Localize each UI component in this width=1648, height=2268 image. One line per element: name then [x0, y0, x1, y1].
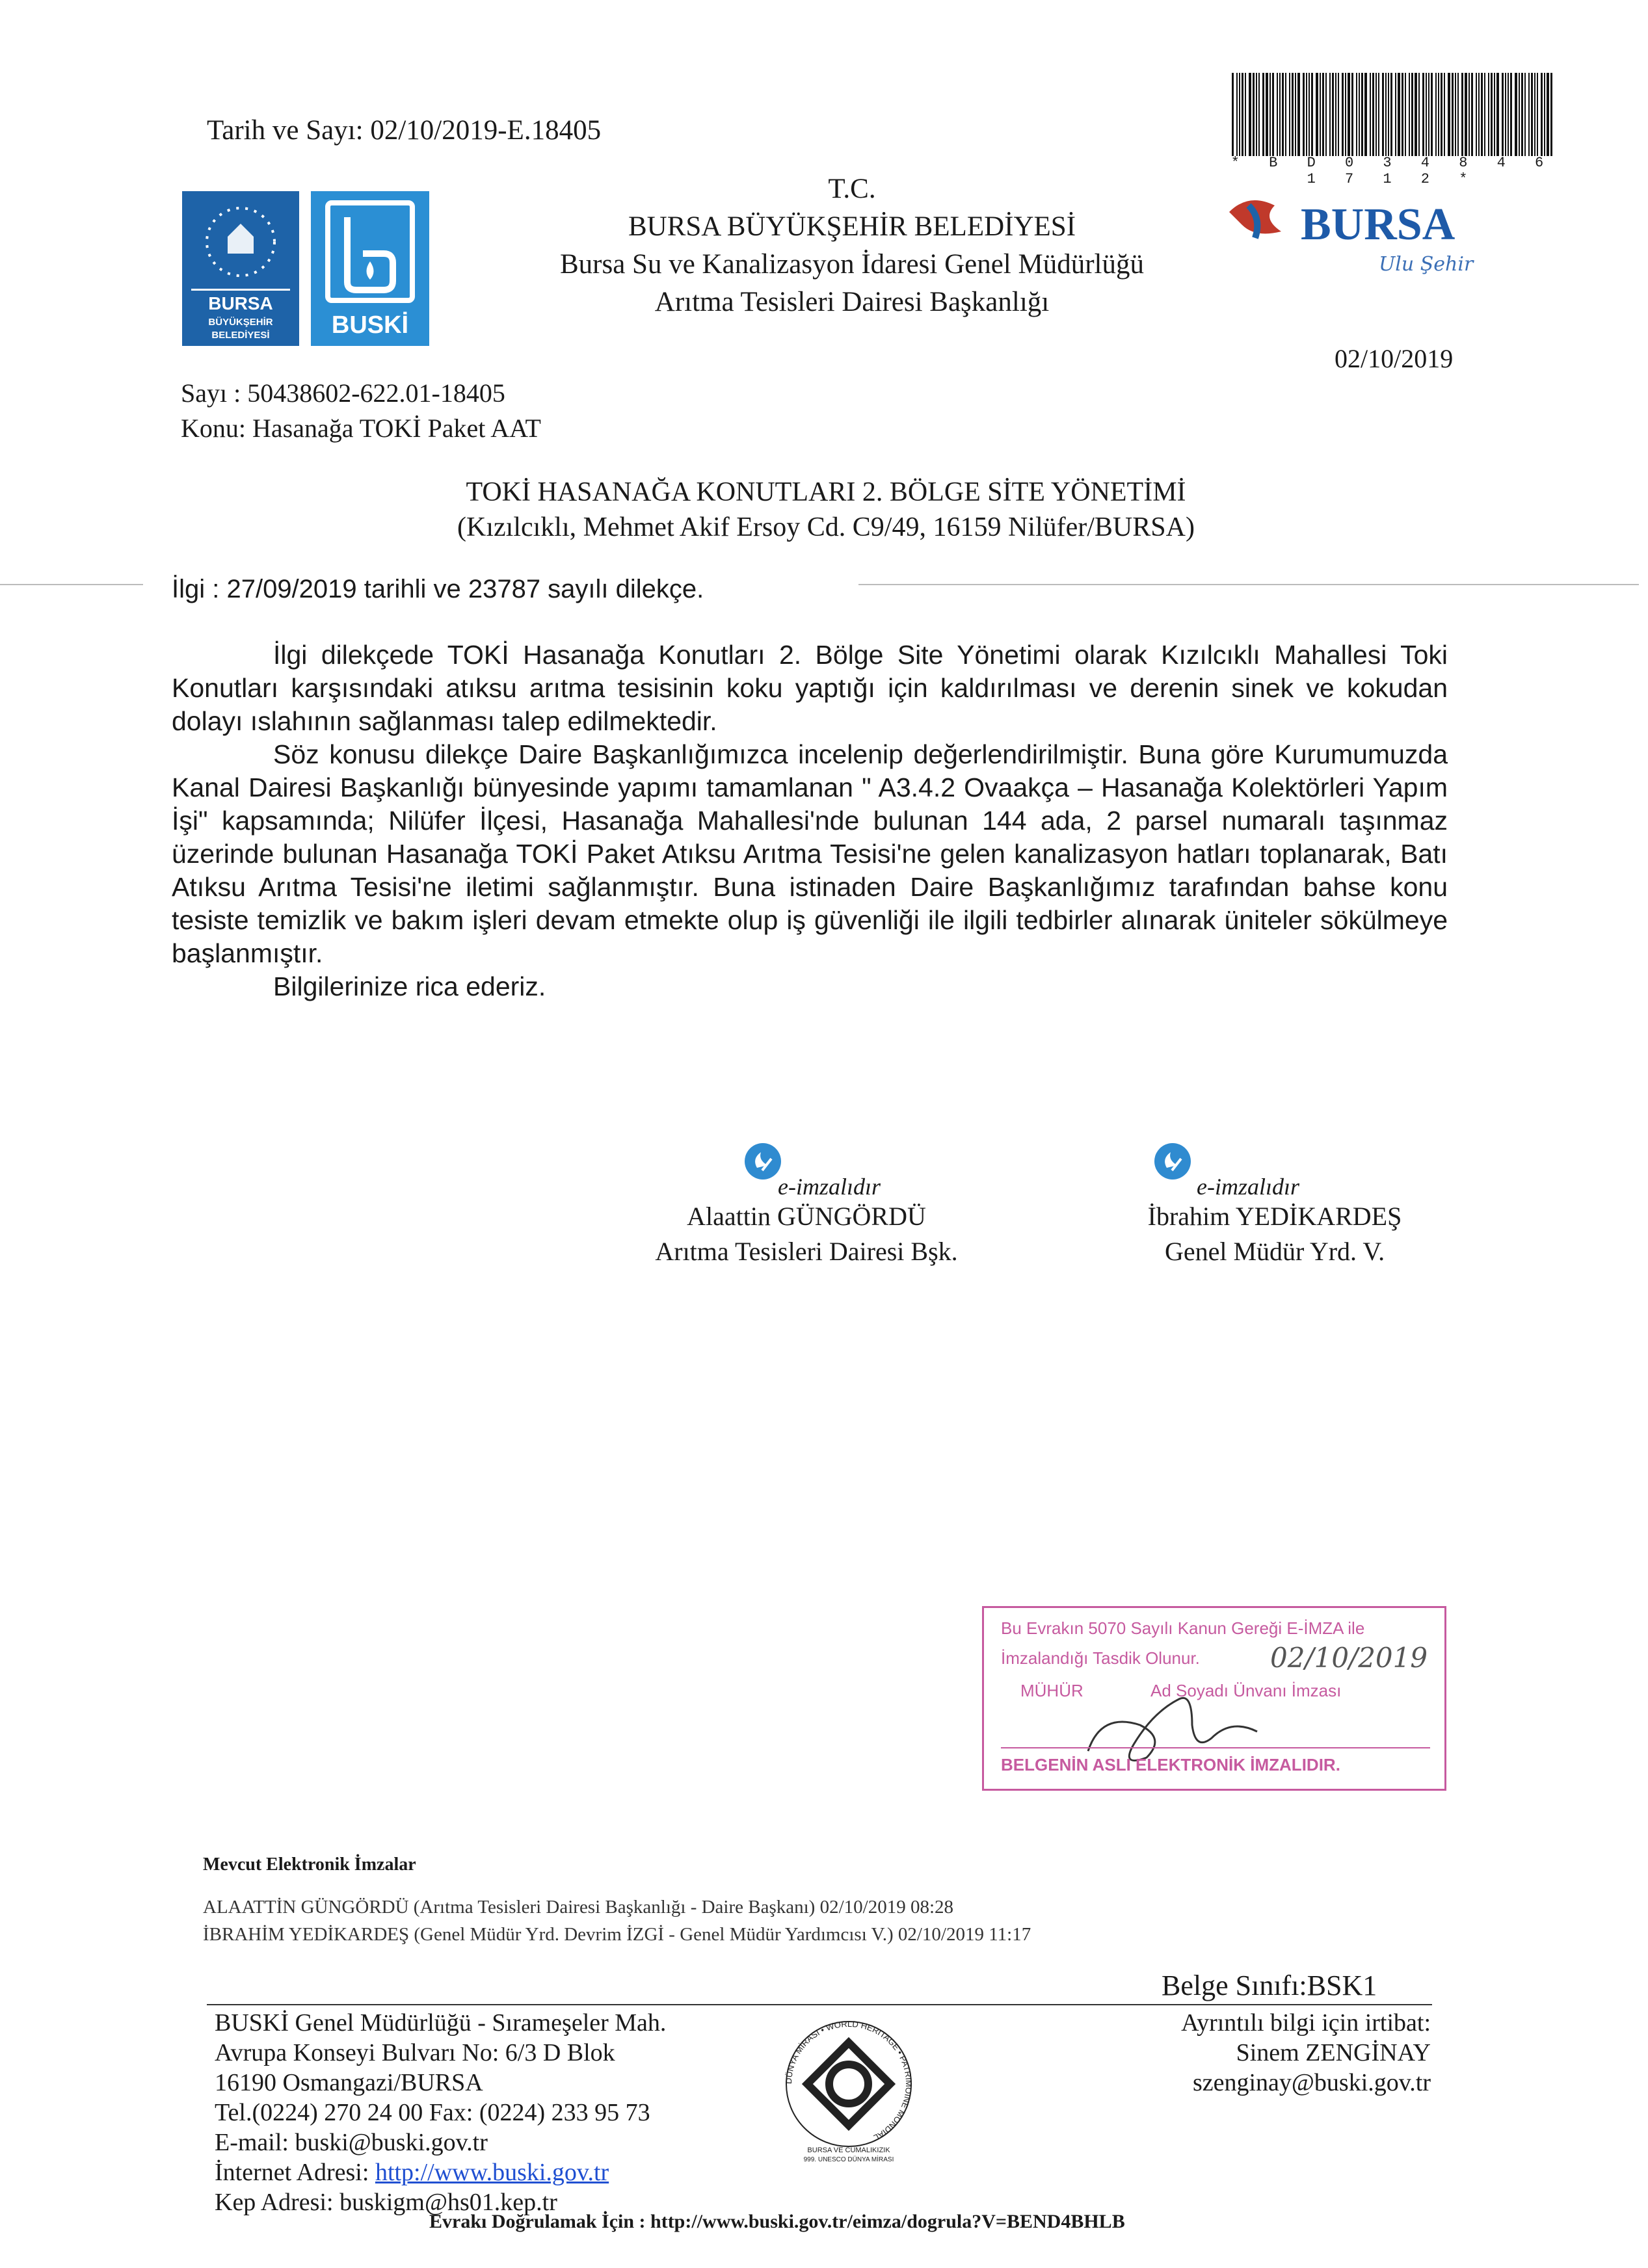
barcode-bar — [1335, 73, 1336, 156]
barcode-bar — [1282, 73, 1284, 156]
barcode-bar — [1469, 73, 1470, 156]
barcode-bar — [1457, 73, 1459, 156]
barcode-bar — [1471, 73, 1473, 156]
footer-address — [215, 2008, 666, 2217]
reference-block — [181, 376, 541, 446]
barcode-bar — [1415, 73, 1417, 156]
barcode-bar — [1395, 73, 1396, 156]
barcode-bar — [1378, 73, 1379, 156]
barcode-bar — [1376, 73, 1377, 156]
footer-divider — [207, 2004, 1432, 2005]
barcode-bar — [1303, 73, 1305, 156]
unesco-ring-text: DÜNYA MİRASI • WORLD HERITAGE • PATRIMOINE MONDIAL — [783, 2018, 914, 2143]
barcode-bar — [1279, 73, 1281, 156]
verification-url[interactable]: Evrakı Doğrulamak İçin : http://www.buski.gov.tr/eimza/dogrula?V=BEND4BHLB — [429, 2211, 1125, 2232]
barcode-bar — [1491, 73, 1493, 156]
barcode-bar — [1534, 73, 1535, 156]
barcode-bar — [1411, 73, 1413, 156]
scan-line — [0, 584, 143, 585]
svg-text:BELEDİYESİ: BELEDİYESİ — [211, 330, 270, 341]
bursa-logo-text: BURSA — [208, 293, 273, 313]
buski-logo — [311, 191, 429, 346]
barcode-bar — [1541, 73, 1543, 156]
header-directorate: Bursa Su ve Kanalizasyon İdaresi Genel Müdürlüğü — [559, 249, 1144, 280]
unesco-world-heritage-emblem — [780, 2016, 917, 2165]
barcode-bar — [1345, 73, 1346, 156]
e-signature-entry: ALAATTİN GÜNGÖRDÜ (Arıtma Tesisleri Dairesi Başkanlığı - Daire Başkanı) 02/10/2019 08:28 — [203, 1897, 954, 1918]
barcode-bar — [1537, 73, 1538, 156]
barcode-bar — [1448, 73, 1450, 156]
barcode-bar — [1322, 73, 1324, 156]
scan-line — [858, 584, 1639, 585]
barcode-bar — [1496, 73, 1499, 156]
barcode-bar — [1405, 73, 1406, 156]
barcode-bar — [1253, 73, 1255, 156]
recipient-address: (Kızılcıklı, Mehmet Akif Ersoy Cd. C9/49, 16159 Nilüfer/BURSA) — [457, 512, 1195, 542]
barcode-bar — [1242, 73, 1243, 156]
buski-logo-text: BUSKİ — [331, 311, 409, 339]
barcode-bar — [1289, 73, 1290, 156]
bursa-metropolitan-logo — [182, 191, 299, 346]
barcode-bar — [1426, 73, 1427, 156]
barcode-bar — [1455, 73, 1456, 156]
barcode-bar — [1285, 73, 1286, 156]
barcode-bar — [1320, 73, 1321, 156]
barcode-bar — [1444, 73, 1445, 156]
body-paragraph-1: İlgi dilekçede TOKİ Hasanağa Konutları 2. Bölge Site Yönetimi olarak Kızılcıklı Mahallesi Toki Konutları karşısındaki atıksu arıtma tesisinin koku yaptığı için kaldırılması ve derenin sinek ve kokudan dolayı ıslahının sağlanması talep edilmektedir. — [172, 640, 1448, 736]
barcode-bar — [1402, 73, 1403, 156]
barcode-bar — [1372, 73, 1374, 156]
barcode-bar — [1306, 73, 1307, 156]
document-class: Belge Sınıfı:BSK1 — [1162, 1970, 1377, 2001]
svg-text:BÜYÜKŞEHİR: BÜYÜKŞEHİR — [208, 317, 273, 328]
contact-email: szenginay@buski.gov.tr — [1192, 2069, 1431, 2096]
footer-kep: Kep Adresi: buskigm@hs01.kep.tr — [215, 2189, 557, 2216]
barcode-bar — [1342, 73, 1344, 156]
barcode-bar — [1547, 73, 1549, 156]
signature-block-2 — [1067, 1139, 1483, 1269]
contact-name: Sinem ZENGİNAY — [1236, 2039, 1431, 2066]
barcode-bar — [1422, 73, 1424, 156]
barcode-bar — [1524, 73, 1526, 156]
barcode-bar — [1338, 73, 1339, 156]
bursa-brand-text: BURSA — [1301, 200, 1455, 250]
barcode-bar — [1508, 73, 1509, 156]
barcode-bar — [1465, 73, 1467, 156]
letter-body — [172, 639, 1448, 1003]
barcode-bar — [1515, 73, 1517, 156]
footer-internet — [215, 2157, 666, 2187]
institution-header — [468, 170, 1236, 321]
body-paragraph-2: Söz konusu dilekçe Daire Başkanlığımızca incelenip değerlendirilmiştir. Buna göre Kurumumuzda Kanal Dairesi Başkanlığı bünyesinde yapımı tamamlanan " A3.4.2 Ovaakça – Hasanağa Kolektörleri Yapım İşi" kapsamında; Nilüfer İlçesi, Hasanağa Mahallesi'nde bulunan 144 ada, 2 parsel numaralı taşınmaz üzerinde bulunan Hasanağa TOKİ Paket Atıksu Arıtma Tesisi'ne gelen kanalizasyon hatları toplanarak, Batı Atıksu Arıtma Tesisi'ne iletimi sağlanmıştır. Buna istinaden Daire Başkanlığımız tarafından bahse konu tesiste temizlik ve bakım işleri devam etmekte olup iş güvenliği ile ilgili tedbirler alınarak üniteler sökülmeye başlanmıştır. — [172, 739, 1448, 968]
stamp-handwritten-date: 02/10/2019 — [1270, 1642, 1428, 1674]
signer-name: Alaattin GÜNGÖRDÜ — [687, 1202, 926, 1231]
barcode-bar — [1505, 73, 1506, 156]
barcode-bar — [1311, 73, 1313, 156]
barcode-bar — [1478, 73, 1480, 156]
barcode-bar — [1390, 73, 1392, 156]
barcode-bar — [1297, 73, 1300, 156]
barcode-number: * B D 0 3 4 8 4 6 1 7 1 2 * — [1230, 155, 1554, 187]
barcode-bar — [1351, 73, 1353, 156]
barcode-bar — [1528, 73, 1530, 156]
signer-title: Arıtma Tesisleri Dairesi Bşk. — [655, 1237, 958, 1266]
footer-email: E-mail: buski@buski.gov.tr — [215, 2129, 488, 2156]
barcode-bar — [1441, 73, 1442, 156]
barcode-bar — [1484, 73, 1485, 156]
barcode-bar — [1550, 73, 1552, 156]
barcode-bar — [1476, 73, 1477, 156]
barcode-bar — [1494, 73, 1495, 156]
website-link[interactable]: http://www.buski.gov.tr — [375, 2159, 609, 2186]
barcode-bar — [1531, 73, 1533, 156]
barcode-bar — [1519, 73, 1520, 156]
e-signatures-title: Mevcut Elektronik İmzalar — [203, 1854, 416, 1875]
stamp-line-2: İmzalandığı Tasdik Olunur. — [1001, 1648, 1200, 1668]
signature-block-1 — [598, 1139, 1015, 1269]
barcode-bar — [1481, 73, 1483, 156]
bursa-ulu-sehir-logo — [1223, 186, 1496, 295]
certification-stamp — [982, 1606, 1446, 1791]
footer-phone: Tel.(0224) 270 24 00 Fax: (0224) 233 95 73 — [215, 2099, 650, 2126]
barcode-bar — [1236, 73, 1238, 156]
barcode-bar — [1269, 73, 1271, 156]
stamp-muhur: MÜHÜR — [1020, 1681, 1083, 1700]
barcode-bar — [1277, 73, 1278, 156]
barcode-bar — [1359, 73, 1360, 156]
ulu-sehir-text: Ulu Şehir — [1379, 253, 1474, 276]
barcode-bar — [1232, 73, 1234, 156]
e-signed-label: e-imzalıdır — [1197, 1174, 1299, 1200]
recipient-block — [364, 475, 1288, 545]
header-municipality: BURSA BÜYÜKŞEHİR BELEDİYESİ — [628, 211, 1076, 242]
unesco-caption-2: 999. UNESCO DÜNYA MİRASI — [803, 2156, 894, 2163]
barcode-bar — [1329, 73, 1331, 156]
barcode-bar — [1245, 73, 1246, 156]
e-signed-label: e-imzalıdır — [778, 1174, 881, 1200]
ilgi-line: İlgi : 27/09/2019 tarihli ve 23787 sayılı dilekçe. — [172, 575, 704, 603]
barcode-bar — [1502, 73, 1504, 156]
barcode-bar — [1249, 73, 1251, 156]
barcode-bar — [1488, 73, 1489, 156]
sayi-line: Sayı : 50438602-622.01-18405 — [181, 378, 505, 408]
stamp-line-1: Bu Evrakın 5070 Sayılı Kanun Gereği E-İMZA ile — [1001, 1618, 1365, 1638]
barcode-bar — [1544, 73, 1545, 156]
barcode-bar — [1435, 73, 1437, 156]
barcode-bar — [1370, 73, 1371, 156]
barcode-bar — [1309, 73, 1310, 156]
barcode-bar — [1364, 73, 1367, 156]
barcode-bar — [1385, 73, 1387, 156]
barcode-bar — [1316, 73, 1318, 156]
footer-address-line: Avrupa Konseyi Bulvarı No: 6/3 D Blok — [215, 2039, 615, 2066]
header-department: Arıtma Tesisleri Dairesi Başkanlığı — [654, 287, 1050, 317]
barcode-bar — [1272, 73, 1274, 156]
barcode-bar — [1332, 73, 1334, 156]
barcode-bar — [1262, 73, 1264, 156]
barcode-bar — [1438, 73, 1439, 156]
e-signature-entry: İBRAHİM YEDİKARDEŞ (Genel Müdür Yrd. Devrim İZGİ - Genel Müdür Yardımcısı V.) 02/10/2019 11:17 — [203, 1924, 1031, 1945]
stamp-bottom-text: BELGENİN ASLI ELEKTRONİK İMZALIDIR. — [1001, 1755, 1340, 1774]
barcode-bar — [1510, 73, 1512, 156]
date-right: 02/10/2019 — [1335, 344, 1454, 373]
signer-title: Genel Müdür Yrd. V. — [1164, 1237, 1385, 1266]
barcode-bar — [1325, 73, 1327, 156]
e-signatures-list — [203, 1893, 1031, 1948]
barcode-bar — [1409, 73, 1410, 156]
barcode-bar — [1461, 73, 1463, 156]
footer-address-line: 16190 Osmangazi/BURSA — [215, 2069, 483, 2096]
body-paragraph-3: Bilgilerinize rica ederiz. — [273, 971, 546, 1001]
unesco-caption-1: BURSA VE CUMALIKIZIK — [807, 2146, 890, 2154]
barcode-bar — [1382, 73, 1384, 156]
barcode-bar — [1295, 73, 1296, 156]
konu-line: Konu: Hasanağa TOKİ Paket AAT — [181, 414, 541, 443]
contact-label: Ayrıntılı bilgi için irtibat: — [1181, 2009, 1431, 2037]
barcode-bar — [1356, 73, 1357, 156]
barcode-bar — [1239, 73, 1240, 156]
barcode-bar — [1292, 73, 1294, 156]
barcode-bar — [1521, 73, 1523, 156]
barcode-bar — [1361, 73, 1363, 156]
internet-label: İnternet Adresi: — [215, 2159, 375, 2186]
stamp-ad-soyad: Ad Soyadı Ünvanı İmzası — [1150, 1681, 1342, 1700]
footer-contact — [1106, 2008, 1431, 2098]
signer-name: İbrahim YEDİKARDEŞ — [1147, 1202, 1402, 1231]
barcode-bar — [1348, 73, 1350, 156]
barcode-bar — [1266, 73, 1268, 156]
barcode — [1230, 73, 1554, 156]
footer-address-line: BUSKİ Genel Müdürlüğü - Sırameşeler Mah. — [215, 2009, 667, 2037]
document-date-number: Tarih ve Sayı: 02/10/2019-E.18405 — [207, 115, 602, 146]
barcode-bar — [1452, 73, 1454, 156]
barcode-bar — [1418, 73, 1420, 156]
recipient-name: TOKİ HASANAĞA KONUTLARI 2. BÖLGE SİTE YÖNETİMİ — [466, 477, 1186, 507]
barcode-bar — [1398, 73, 1400, 156]
header-tc: T.C. — [828, 174, 876, 204]
e-signature-icon — [1149, 1139, 1197, 1187]
barcode-bar — [1388, 73, 1389, 156]
barcode-bar — [1431, 73, 1433, 156]
stamp-divider — [1001, 1747, 1430, 1748]
barcode-bar — [1428, 73, 1429, 156]
barcode-bar — [1258, 73, 1260, 156]
barcode-bar — [1256, 73, 1257, 156]
